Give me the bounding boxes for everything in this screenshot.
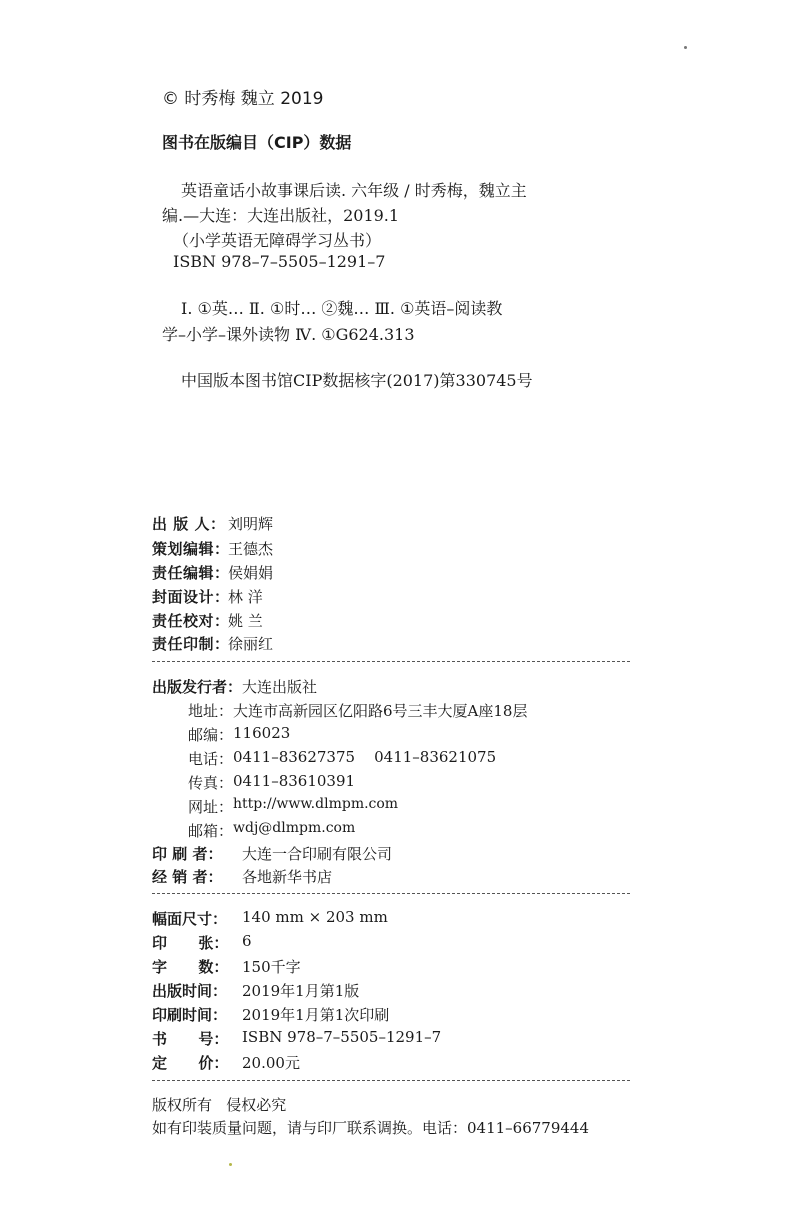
staff-value: 林 洋: [228, 588, 263, 606]
rights-notice: 版权所有 侵权必究: [152, 1096, 287, 1114]
scan-speck: [229, 1163, 232, 1166]
phone-value: 0411–83627375 0411–83621075: [233, 748, 497, 766]
spec-value: 150千字: [242, 958, 301, 976]
email-label: 邮箱：: [188, 822, 234, 840]
staff-label: 责任印制：: [152, 635, 230, 653]
printer-label: 印 刷 者：: [152, 845, 223, 863]
staff-label: 责任校对：: [152, 612, 230, 630]
spec-label: 字 数：: [152, 958, 229, 976]
staff-label: 出 版 人：: [152, 515, 226, 533]
staff-value: 侯娟娟: [228, 564, 274, 582]
staff-row-planning-editor: [152, 538, 273, 559]
staff-row-responsible-editor: [152, 562, 273, 583]
staff-value: 徐丽红: [228, 635, 274, 653]
staff-row-cover-design: [152, 586, 263, 607]
cip-heading: 图书在版编目（CIP）数据: [162, 133, 352, 152]
printer-value: 大连一合印刷有限公司: [242, 845, 393, 863]
phone-label: 电话：: [188, 750, 234, 768]
cip-record-number: 中国版本图书馆CIP数据核字(2017)第330745号: [181, 371, 533, 390]
staff-row-proofreader: [152, 610, 263, 631]
website-link[interactable]: http://www.dlmpm.com: [233, 796, 399, 812]
spec-value: 2019年1月第1版: [242, 982, 360, 1000]
website-label: 网址：: [188, 798, 234, 816]
spec-label: 印刷时间：: [152, 1006, 228, 1024]
postcode-label: 邮编：: [188, 726, 234, 744]
email-link[interactable]: wdj@dlmpm.com: [233, 820, 356, 836]
staff-row-publisher-person: [152, 513, 273, 534]
email-row: [188, 820, 355, 841]
address-label: 地址：: [188, 702, 234, 720]
fax-label: 传真：: [188, 774, 234, 792]
spec-value: ISBN 978–7–5505–1291–7: [242, 1028, 442, 1046]
scan-speck: [684, 46, 687, 49]
spec-value: 140 mm × 203 mm: [242, 908, 388, 926]
publisher-label: 出版发行者：: [152, 678, 243, 696]
cip-isbn-line: ISBN 978–7–5505–1291–7: [173, 252, 386, 271]
spec-row-publish-date: [152, 980, 359, 1001]
fax-value: 0411–83610391: [233, 772, 356, 790]
cip-line-2: 编.—大连：大连出版社，2019.1: [162, 206, 400, 225]
distributor-value: 各地新华书店: [242, 868, 333, 886]
spec-row-sheets: [152, 932, 252, 953]
cip-classification-line-1: Ⅰ. ①英… Ⅱ. ①时… ②魏… Ⅲ. ①英语–阅读教: [181, 299, 503, 318]
quality-notice: 如有印装质量问题，请与印厂联系调换。电话：0411–66779444: [152, 1119, 590, 1137]
staff-row-print-supervisor: [152, 633, 273, 654]
staff-label: 策划编辑：: [152, 540, 230, 558]
spec-label: 书 号：: [152, 1030, 229, 1048]
divider: [152, 1080, 630, 1081]
address-value: 大连市高新园区亿阳路6号三丰大厦A座18层: [233, 702, 528, 720]
cip-line-1: 英语童话小故事课后读. 六年级 / 时秀梅，魏立主: [181, 181, 527, 200]
postcode-value: 116023: [233, 724, 291, 742]
staff-label: 责任编辑：: [152, 564, 230, 582]
divider: [152, 661, 630, 662]
spec-row-price: [152, 1052, 300, 1073]
spec-value: 2019年1月第1次印刷: [242, 1006, 390, 1024]
address-row: [188, 700, 527, 721]
printer-row: [152, 843, 392, 864]
distributor-row: [152, 866, 332, 887]
cip-classification-line-2: 学–小学–课外读物 Ⅳ. ①G624.313: [162, 325, 415, 344]
publisher-row: [152, 676, 317, 697]
spec-label: 幅面尺寸：: [152, 910, 228, 928]
staff-value: 姚 兰: [228, 612, 263, 630]
spec-label: 印 张：: [152, 934, 229, 952]
copyright-line: © 时秀梅 魏立 2019: [162, 89, 324, 109]
postcode-row: [188, 724, 290, 745]
spec-row-format: [152, 908, 388, 929]
website-row: [188, 796, 398, 817]
staff-label: 封面设计：: [152, 588, 230, 606]
divider: [152, 893, 630, 894]
spec-value: 6: [242, 932, 252, 950]
spec-row-word-count: [152, 956, 301, 977]
fax-row: [188, 772, 355, 793]
spec-label: 定 价：: [152, 1054, 229, 1072]
publisher-value: 大连出版社: [242, 678, 318, 696]
spec-row-print-date: [152, 1004, 389, 1025]
cip-line-3: （小学英语无障碍学习丛书）: [173, 231, 382, 250]
distributor-label: 经 销 者：: [152, 868, 223, 886]
staff-value: 刘明辉: [228, 515, 274, 533]
phone-row: [188, 748, 496, 769]
spec-label: 出版时间：: [152, 982, 228, 1000]
spec-row-isbn: [152, 1028, 441, 1049]
spec-value: 20.00元: [242, 1054, 300, 1072]
staff-value: 王德杰: [228, 540, 274, 558]
